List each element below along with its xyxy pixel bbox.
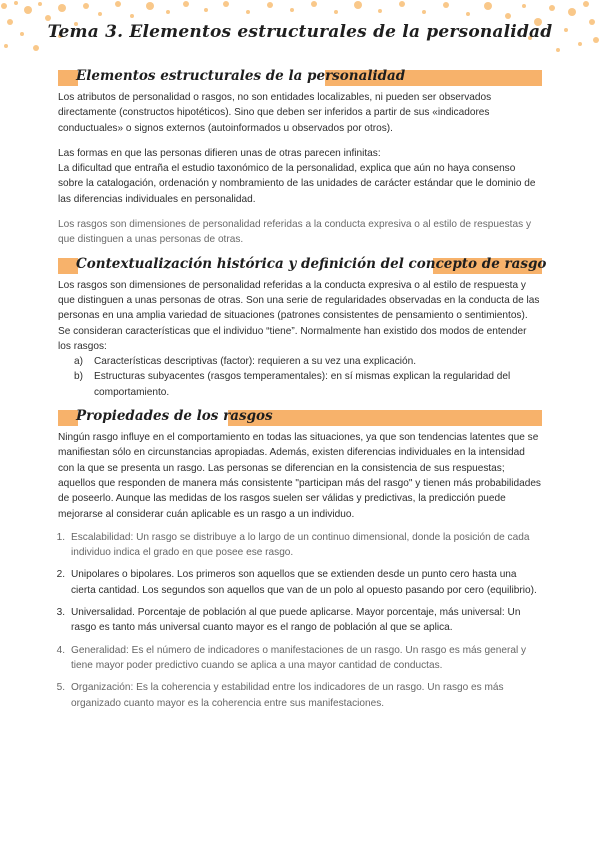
list-number: 5. xyxy=(56,682,65,694)
list-item xyxy=(58,530,542,561)
properties-list xyxy=(58,530,542,711)
paragraph: Los rasgos son dimensiones de personalidad referidas a la conducta expresiva o al estilo de respuesta y que distinguen a unas personas de otras. Son una serie de regularidades observadas en la conducta de las personas en una amplia variedad de situaciones (patrones consistentes de pensamiento o sentimientos). Se consideran características que el individuo “tiene”. Normalmente han existido dos modos de entender los rasgos: xyxy=(58,279,540,352)
paragraph: La dificultad que entraña el estudio taxonómico de la personalidad, explica que aún no haya consenso sobre la catalogación, ordenación y nombramiento de las unidades de carácter estándar que le dominio de las diferencias individuales en personalidad. xyxy=(58,163,536,205)
list-item-text: Generalidad: Es el número de indicadores o manifestaciones de un rasgo. Un rasgo es más general y tiene mayor poder predictivo cuando se aplica a una mayor cantidad de conductas. xyxy=(71,644,527,671)
paragraph: Ningún rasgo influye en el comportamiento en todas las situaciones, ya que son tendencias latentes que se manifiestan sólo en circunstancias apropiadas. Además, existen diferencias individuales en la intensidad con la que se presenta un rasgo. Las personas se diferencian en la consistencia de sus respuestas; aquellos que responden de manera más consistente "participan más del rasgo" y tienen más probabilidades de poseerlo. Aunque las medidas de los rasgos suelen ser válidas y predictivas, la predicción puede mejorarse al considerar cuán aplicable es un rasgo a un individuo. xyxy=(58,432,541,520)
section-heading-elementos xyxy=(58,68,542,88)
heading-highlight xyxy=(228,410,542,426)
paragraph: Las formas en que las personas difieren unas de otras parecen infinitas: xyxy=(58,147,381,159)
list-item-text: Unipolares o bipolares. Los primeros son aquellos que se extienden desde un punto cero hasta una cierta cantidad. Los segundos son aquellos que van de un polo al opuesto pasando por cero (equilibrio). xyxy=(71,569,537,596)
document-body xyxy=(56,64,547,718)
list-item-text: Características descriptivas (factor): requieren a su vez una explicación. xyxy=(94,356,417,368)
section-heading-propiedades xyxy=(58,408,542,428)
section-title: Elementos estructurales de la personalidad xyxy=(76,68,406,84)
heading-highlight xyxy=(58,410,78,426)
paragraph: Los atributos de personalidad o rasgos, no son entidades localizables, ni pueden ser observados directamente (constructos hipotéticos). Sino que deben ser inferidos a partir de sus «indicadores conductuales» o signos externos (autoinformados u observados por otros). xyxy=(58,92,492,134)
list-marker: a) xyxy=(74,356,83,368)
list-number: 1. xyxy=(56,531,65,543)
section-heading-contextualizacion xyxy=(58,255,547,276)
list-item xyxy=(58,369,542,400)
list-number: 3. xyxy=(56,607,65,619)
section-title: Propiedades de los rasgos xyxy=(76,408,273,425)
list-item xyxy=(58,605,542,636)
list-item xyxy=(58,354,542,369)
list-item-text: Escalabilidad: Un rasgo se distribuye a lo largo de un continuo dimensional, donde la posición de cada individuo indica el grado en que posee ese rasgo. xyxy=(71,531,530,559)
list-item-text: Universalidad. Porcentaje de población al que puede aplicarse. Mayor porcentaje, más universal: Un rasgo es tanto más universal cuanto mayor es el rango de población al que se aplica. xyxy=(71,607,521,634)
heading-highlight xyxy=(58,70,78,86)
list-item xyxy=(58,680,542,711)
list-item xyxy=(58,643,542,674)
heading-highlight xyxy=(58,258,78,274)
list-marker: b) xyxy=(74,371,83,383)
alpha-list xyxy=(58,354,542,400)
paragraph: Los rasgos son dimensiones de personalidad referidas a la conducta expresiva o al estilo de respuestas y que distinguen a unas personas de otras. xyxy=(58,219,532,246)
list-item-text: Organización: Es la coherencia y estabilidad entre los indicadores de un rasgo. Un rasgo es más organizado cuanto mayor es la coherencia entre sus manifestaciones. xyxy=(71,682,504,709)
list-item-text: Estructuras subyacentes (rasgos temperamentales): en sí mismas explican la regularidad del comportamiento. xyxy=(94,371,511,398)
list-number: 2. xyxy=(56,569,65,581)
list-number: 4. xyxy=(56,644,65,656)
list-item xyxy=(58,567,542,598)
section-title: Contextualización histórica y definición del concepto de rasgo xyxy=(76,255,547,272)
page-title: Tema 3. Elementos estructurales de la personalidad xyxy=(47,22,553,42)
